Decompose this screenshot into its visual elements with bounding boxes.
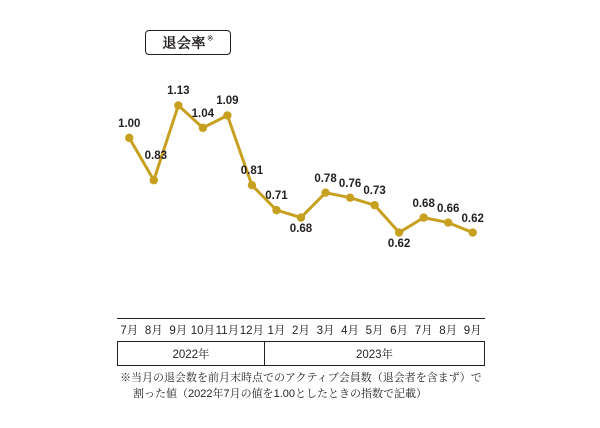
footnote-line-2: 割った値（2022年7月の値を1.00としたときの指数で記載）: [133, 387, 427, 400]
chart-title-footnote-mark: ※: [206, 34, 214, 43]
data-point-label: 1.13: [167, 85, 190, 98]
data-point-label: 0.66: [436, 202, 460, 215]
month-label: 9月: [169, 325, 188, 337]
data-point-label: 0.76: [338, 177, 362, 190]
data-point-label: 0.81: [240, 165, 264, 178]
data-point-marker: [199, 124, 207, 132]
month-label: 2月: [292, 325, 310, 337]
data-point-marker: [125, 134, 133, 142]
chart-footnote: [120, 371, 520, 403]
data-point-label: 1.09: [216, 95, 239, 108]
data-point-label: 0.62: [461, 212, 484, 225]
month-label: 4月: [341, 325, 359, 337]
month-label: 1月: [267, 325, 286, 337]
footnote-line-1: ※当月の退会数を前月末時点でのアクティブ会員数（退会者を含まず）で: [120, 372, 482, 384]
chart-title-text: 退会率: [162, 34, 206, 51]
month-label: 9月: [463, 325, 482, 337]
data-point-marker: [150, 176, 158, 184]
chart-plot-area: [0, 60, 600, 320]
data-point-marker: [346, 193, 354, 201]
year-labels-row: [117, 342, 485, 366]
year-label: 2023年: [265, 342, 485, 365]
chart-line-svg: [0, 60, 600, 320]
data-point-marker: [370, 201, 378, 209]
year-label: 2022年: [117, 342, 265, 365]
data-point-label: 0.62: [387, 237, 411, 250]
data-point-marker: [223, 111, 231, 119]
data-point-marker: [297, 213, 305, 221]
data-point-marker: [174, 101, 182, 109]
month-label: 8月: [439, 325, 458, 337]
month-label: 7月: [120, 325, 139, 337]
month-label: 7月: [414, 325, 433, 337]
month-label: 10月: [190, 325, 215, 337]
data-point-marker: [395, 228, 403, 236]
month-label: 11月: [215, 325, 240, 337]
month-label: 12月: [239, 325, 265, 337]
month-label: 3月: [316, 325, 335, 337]
data-point-label: 0.73: [363, 185, 386, 198]
data-point-label: 0.71: [265, 190, 288, 203]
data-point-label: 1.00: [118, 117, 141, 130]
data-point-label: 0.83: [144, 150, 167, 163]
month-labels-row: [117, 318, 485, 342]
data-point-marker: [248, 181, 256, 189]
month-label: 5月: [365, 325, 384, 337]
data-point-marker: [444, 218, 452, 226]
data-point-label: 0.68: [412, 197, 435, 210]
data-point-label: 1.04: [191, 107, 215, 120]
data-point-label: 0.68: [289, 222, 313, 235]
data-point-marker: [419, 213, 427, 221]
month-label: 8月: [144, 325, 163, 337]
data-point-marker: [469, 228, 477, 236]
chart-axis-table: [117, 318, 485, 366]
data-point-label: 0.78: [314, 172, 337, 185]
data-point-marker: [272, 206, 280, 214]
month-label: 6月: [390, 325, 409, 337]
chart-title-badge: [145, 30, 231, 55]
data-point-marker: [321, 188, 329, 196]
